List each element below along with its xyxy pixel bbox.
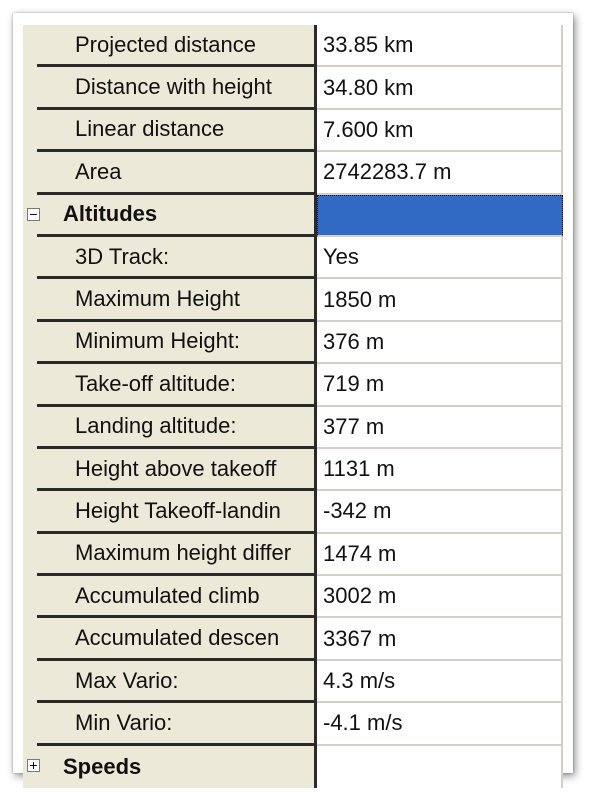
row-gutter	[23, 152, 37, 194]
row-gutter	[23, 703, 37, 745]
property-row[interactable]	[23, 534, 563, 576]
property-value[interactable]: 1474 m	[317, 534, 563, 576]
row-gutter	[23, 237, 37, 279]
row-gutter	[23, 407, 37, 449]
property-name: Area	[23, 152, 317, 194]
row-gutter	[23, 491, 37, 533]
property-row[interactable]	[23, 449, 563, 491]
property-row[interactable]	[23, 576, 563, 618]
property-value[interactable]: 377 m	[317, 407, 563, 449]
property-value[interactable]: 2742283.7 m	[317, 152, 563, 194]
row-gutter	[23, 534, 37, 576]
property-row[interactable]	[23, 703, 563, 745]
collapse-toggle-icon[interactable]: −	[27, 208, 40, 221]
row-gutter	[23, 449, 37, 491]
property-row[interactable]	[23, 152, 563, 194]
row-gutter	[23, 618, 37, 660]
property-name: Landing altitude:	[23, 407, 317, 449]
property-name: Accumulated descen	[23, 618, 317, 660]
property-value[interactable]: 719 m	[317, 364, 563, 406]
row-gutter	[23, 67, 37, 109]
property-row[interactable]	[23, 25, 563, 67]
property-value[interactable]: 376 m	[317, 322, 563, 364]
row-gutter	[23, 279, 37, 321]
row-gutter	[23, 110, 37, 152]
property-value[interactable]: -342 m	[317, 491, 563, 533]
row-gutter	[23, 661, 37, 703]
category-label: Speeds	[23, 746, 317, 788]
property-name: Projected distance	[23, 25, 317, 67]
property-value[interactable]: 4.3 m/s	[317, 661, 563, 703]
expand-toggle-icon[interactable]: +	[27, 759, 40, 772]
category-altitudes[interactable]	[23, 195, 563, 237]
category-speeds[interactable]	[23, 746, 563, 788]
property-row[interactable]	[23, 237, 563, 279]
property-value[interactable]: 33.85 km	[317, 25, 563, 67]
property-name: Max Vario:	[23, 661, 317, 703]
property-value[interactable]: Yes	[317, 237, 563, 279]
property-name: 3D Track:	[23, 237, 317, 279]
property-row[interactable]	[23, 407, 563, 449]
property-name: Height above takeoff	[23, 449, 317, 491]
row-gutter	[23, 576, 37, 618]
property-value[interactable]: 34.80 km	[317, 67, 563, 109]
property-name: Min Vario:	[23, 703, 317, 745]
property-value[interactable]: 1850 m	[317, 279, 563, 321]
property-grid	[23, 25, 563, 779]
screenshot-frame	[13, 13, 573, 779]
property-value[interactable]: 3002 m	[317, 576, 563, 618]
property-row[interactable]	[23, 364, 563, 406]
row-gutter	[23, 322, 37, 364]
row-gutter	[23, 25, 37, 67]
property-value[interactable]: -4.1 m/s	[317, 703, 563, 745]
property-name: Height Takeoff-landin	[23, 491, 317, 533]
property-name: Minimum Height:	[23, 322, 317, 364]
property-name: Linear distance	[23, 110, 317, 152]
property-row[interactable]	[23, 279, 563, 321]
property-row[interactable]	[23, 618, 563, 660]
property-row[interactable]	[23, 322, 563, 364]
property-row[interactable]	[23, 110, 563, 152]
property-row[interactable]	[23, 491, 563, 533]
property-value[interactable]: 7.600 km	[317, 110, 563, 152]
property-row[interactable]	[23, 67, 563, 109]
property-value[interactable]	[317, 746, 563, 788]
category-label: Altitudes	[23, 195, 317, 237]
property-name: Distance with height	[23, 67, 317, 109]
row-gutter	[23, 364, 37, 406]
property-name: Maximum height differ	[23, 534, 317, 576]
property-row[interactable]	[23, 661, 563, 703]
property-value[interactable]: 1131 m	[317, 449, 563, 491]
property-name: Accumulated climb	[23, 576, 317, 618]
property-name: Maximum Height	[23, 279, 317, 321]
property-value[interactable]: 3367 m	[317, 618, 563, 660]
property-name: Take-off altitude:	[23, 364, 317, 406]
selected-value-cell[interactable]	[317, 195, 563, 237]
